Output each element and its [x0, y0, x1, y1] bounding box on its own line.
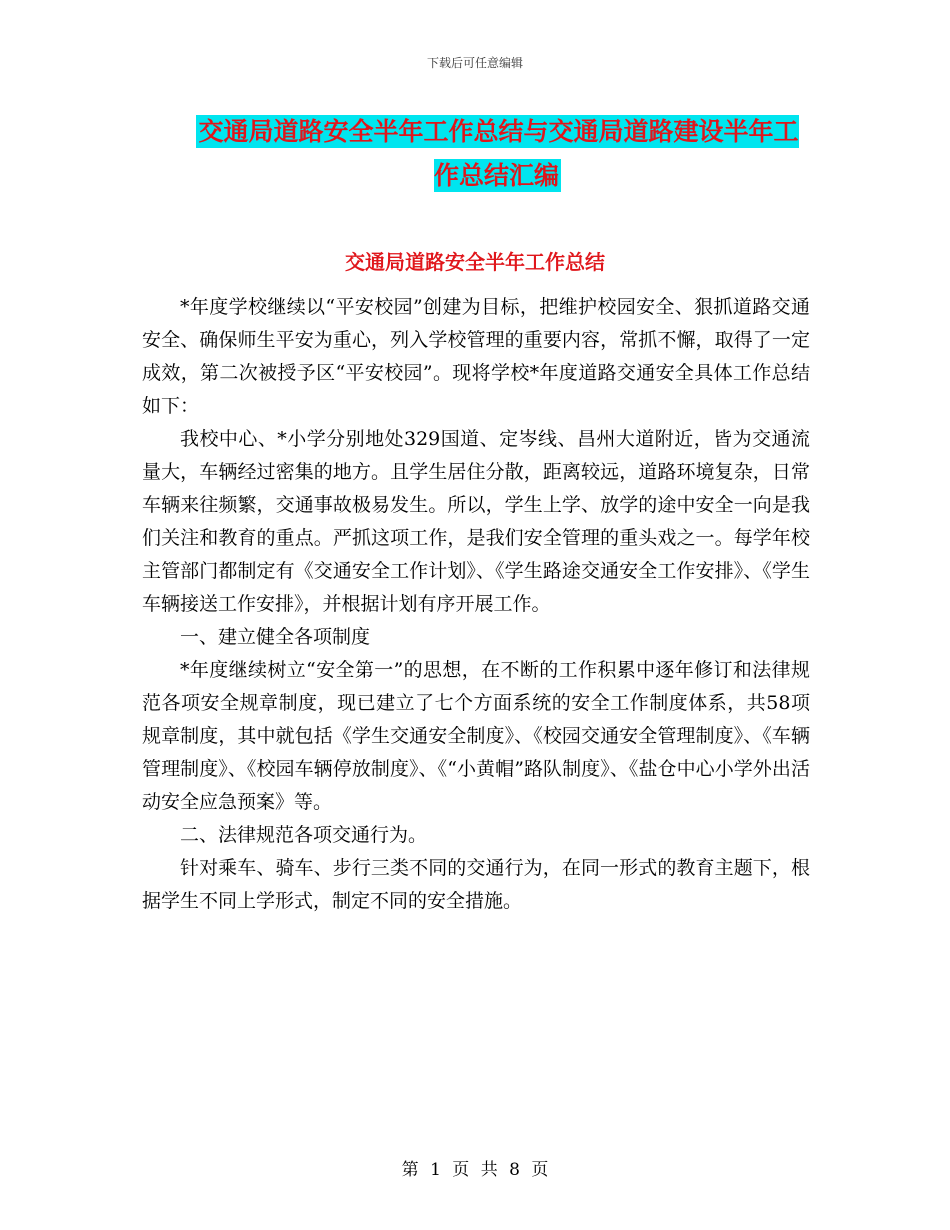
document-body	[142, 291, 810, 918]
heading-section-1: 一、建立健全各项制度	[180, 626, 371, 648]
heading-section-2: 二、法律规范各项交通行为。	[180, 824, 428, 846]
paragraph-intro: *年度学校继续以“平安校园”创建为目标，把维护校园安全、狠抓道路交通安全、确保师生平安为重心，列入学校管理的重要内容，常抓不懈，取得了一定成效，第二次被授予区“平安校园”。现将学校*年度道路交通安全具体工作总结如下：	[142, 296, 810, 417]
page-footer: 第 1 页 共 8 页	[401, 1160, 549, 1180]
section-title: 交通局道路安全半年工作总结	[345, 250, 605, 274]
header-note: 下载后可任意编辑	[426, 56, 523, 70]
main-title-text: 交通局道路安全半年工作总结与交通局道路建设半年工作总结汇编	[198, 117, 799, 190]
main-title	[190, 110, 805, 198]
paragraph-regulations: *年度继续树立“安全第一”的思想，在不断的工作积累中逐年修订和法律规范各项安全规章制度，现已建立了七个方面系统的安全工作制度体系，共58项规章制度，其中就包括《学生交通安全制度》、《校园交通安全管理制度》、《车辆管理制度》、《校园车辆停放制度》、《“小黄帽”路队制度》、《盐仓中心小学外出活动安全应急预案》等。	[142, 659, 810, 813]
paragraph-location: 我校中心、*小学分别地处329国道、定岑线、昌州大道附近，皆为交通流量大，车辆经过密集的地方。且学生居住分散，距离较远，道路环境复杂，日常车辆来往频繁，交通事故极易发生。所以，学生上学、放学的途中安全一向是我们关注和教育的重点。严抓这项工作，是我们安全管理的重头戏之一。每学年校主管部门都制定有《交通安全工作计划》、《学生路途交通安全工作安排》、《学生车辆接送工作安排》，并根据计划有序开展工作。	[142, 428, 810, 615]
paragraph-measures: 针对乘车、骑车、步行三类不同的交通行为，在同一形式的教育主题下，根据学生不同上学形式，制定不同的安全措施。	[142, 857, 810, 912]
